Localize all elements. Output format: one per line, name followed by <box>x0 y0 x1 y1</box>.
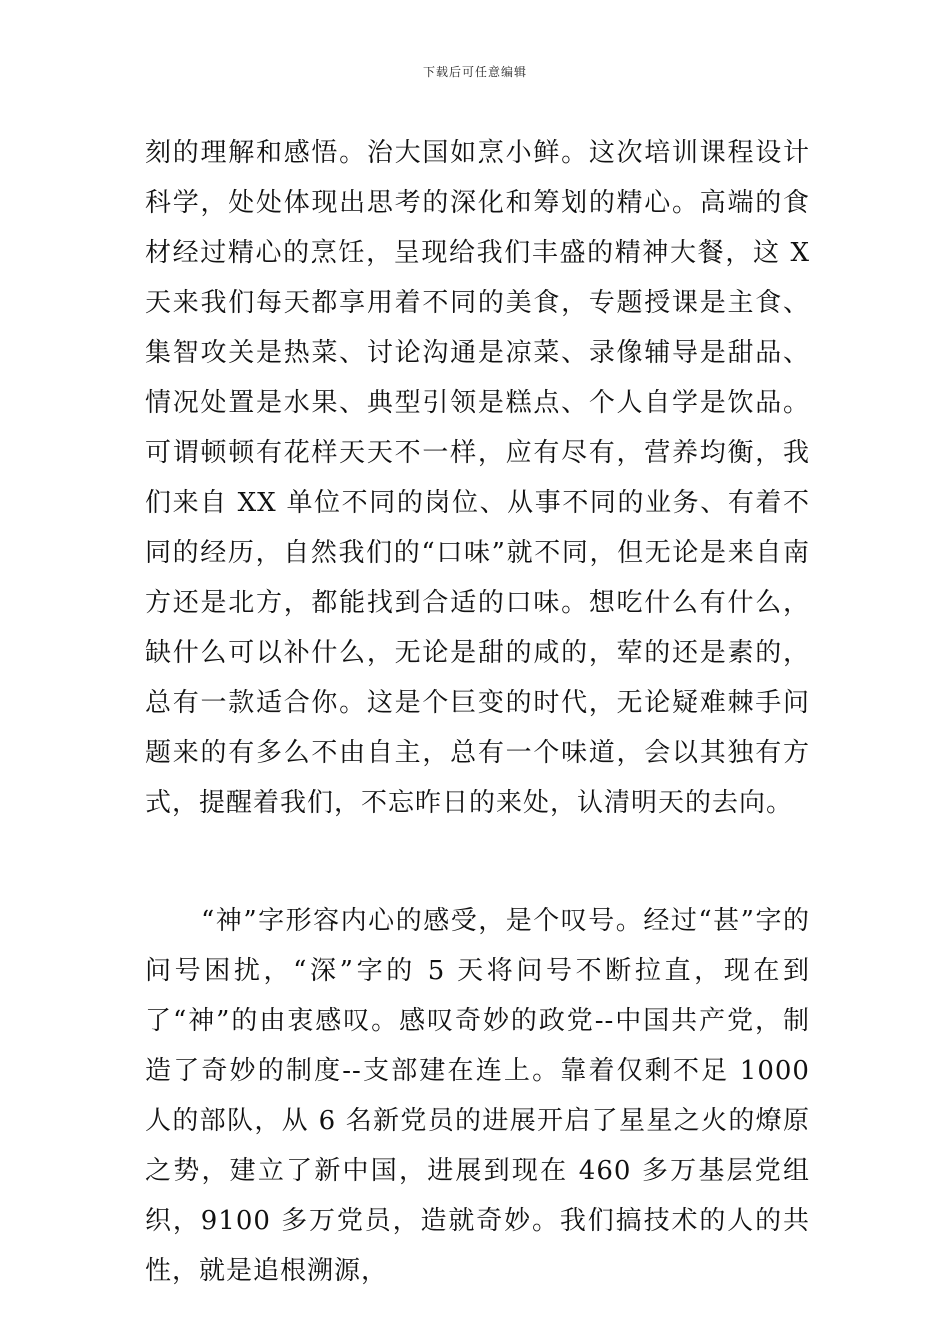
paragraph-line: “神”字形容内心的感受，是个叹号。经过“甚”字 <box>201 906 783 936</box>
paragraph-line: 果、典型引领是糕点、个人自学是饮品。可谓顿顿有花样 <box>145 388 810 468</box>
paragraph-line: “口味”就不同，但无论是来自南方还是北方，都能找到 <box>145 538 810 618</box>
paragraph-line: 的岗位、从事不同的业务、有着不同的经历，自然我们的 <box>145 488 810 568</box>
paragraph-line: 处，认清明天的去向。 <box>523 788 794 818</box>
paragraph-line: 变的时代，无论疑难棘手问题来的有多么不由自主，总有 <box>145 688 810 768</box>
paragraph-line: 员，造就奇妙。我们搞技术的人的共性，就是追根溯源， <box>145 1206 810 1286</box>
paragraph-line: 学，处处体现出思考的深化和筹划的精心。高端的食材经 <box>145 188 810 268</box>
paragraph-line: 是甜的咸的，荤的还是素的，总有一款适合你。这是个巨 <box>145 638 810 718</box>
paragraph-line: 热菜、讨论沟通是凉菜、录像辅导是甜品、情况处置是水 <box>145 338 810 418</box>
paragraph-line: “神”的由衷感叹。感叹奇妙的政党--中国共产党，制造 <box>145 1006 810 1086</box>
paragraph-line: 一个味道，会以其独有方式，提醒着我们，不忘昨日的来 <box>145 738 810 818</box>
paragraph-line: 过精心的烹饪，呈现给我们丰盛的精神大餐，这 X 天来我们 <box>145 238 810 318</box>
paragraph-line: 刻的理解和感悟。治大国如烹小鲜。这次培训课程设计科 <box>145 138 810 218</box>
paragraph-spacer <box>145 828 810 896</box>
paragraph-1 <box>145 128 810 828</box>
paragraph-2 <box>145 896 810 1296</box>
paragraph-line: 了新中国，进展到现在 460 多万基层党组织，9100 多万党 <box>145 1156 810 1236</box>
paragraph-line: 的问号困扰，“深”字的 5 天将问号不断拉直，现在到了 <box>145 906 810 1036</box>
paragraph-line: 天天不一样，应有尽有，营养均衡，我们来自 XX 单位不同 <box>145 438 810 518</box>
paragraph-line: 了奇妙的制度--支部建在连上。靠着仅剩不足 1000 人的部 <box>145 1056 810 1136</box>
paragraph-line: 队，从 6 名新党员的进展开启了星星之火的燎原之势，建立 <box>145 1106 810 1186</box>
page-header: 下载后可任意编辑 <box>422 65 527 79</box>
paragraph-line: 合适的口味。想吃什么有什么，缺什么可以补什么，无论 <box>145 588 810 668</box>
paragraph-line: 每天都享用着不同的美食，专题授课是主食、集智攻关是 <box>145 288 810 368</box>
document-body <box>145 128 810 1296</box>
